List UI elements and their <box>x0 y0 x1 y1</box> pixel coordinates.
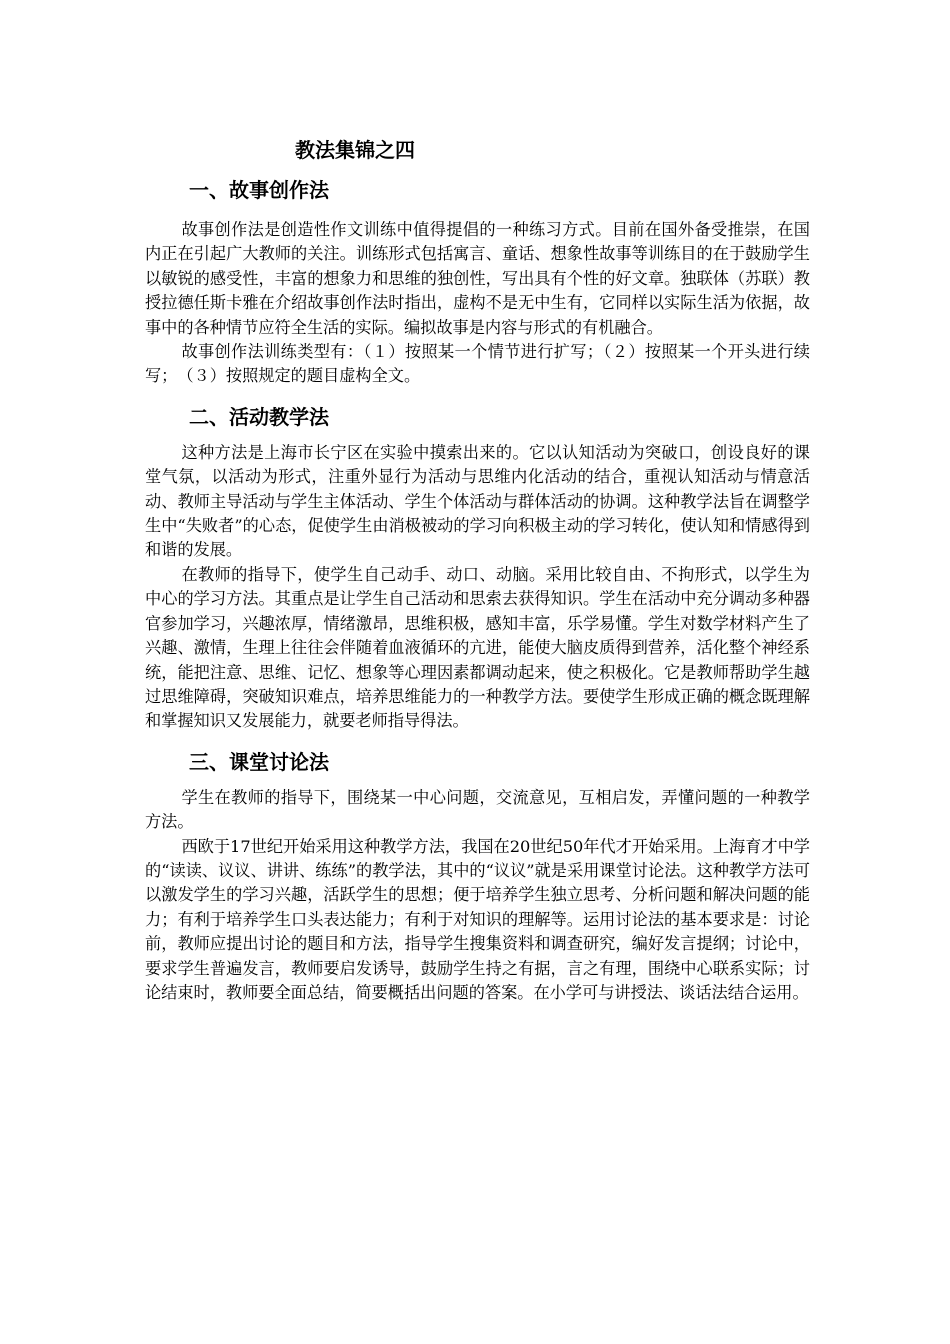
paragraph: 故事创作法训练类型有：（１）按照某一个情节进行扩写；（２）按照某一个开头进行续写； （３）按照规定的题目虚构全文。 <box>145 342 810 386</box>
paragraph: 这种方法是上海市长宁区在实验中摸索出来的。它以认知活动为突破口，创设良好的课堂气氛，以活动为形式，注重外显行为活动与思维内化活动的结合，重视认知活动与情意活动、教师主导活动与学生主体活动、学生个体活动与群体活动的协调。这种教学法旨在调整学生中“失败者”的心态，促使学生由消极被动的学习向积极主动的学习转化，使认知和情感得到和谐的发展。 <box>145 442 810 560</box>
section-activity-teaching <box>145 397 810 734</box>
document-page <box>145 130 810 1005</box>
paragraph: 西欧于17世纪开始采用这种教学方法，我国在20世纪50年代才开始采用。上海育才中学的“读读、议议、讲讲、练练”的教学法，其中的“议议”就是采用课堂讨论法。这种教学方法可以激发学生的学习兴趣，活跃学生的思想；便于培养学生独立思考、分析问题和解决问题的能力；有利于培养学生口头表达能力；有利于对知识的理解等。运用讨论法的基本要求是：讨论前，教师应提出讨论的题目和方法，指导学生搜集资料和调查研究，编好发言提纲；讨论中，要求学生普遍发言，教师要启发诱导，鼓励学生持之有据，言之有理，围绕中心联系实际；讨论结束时，教师要全面总结，简要概括出问题的答案。在小学可与讲授法、谈话法结合运用。 <box>145 836 810 1002</box>
section-heading: 三、课堂讨论法 <box>189 749 329 774</box>
paragraph: 在教师的指导下，使学生自己动手、动口、动脑。采用比较自由、不拘形式，以学生为中心的学习方法。其重点是让学生自己活动和思索去获得知识。学生在活动中充分调动多种器官参加学习，兴趣浓厚，情绪激昂，思维积极，感知丰富，乐学易懂。学生对数学材料产生了兴趣、激情，生理上往往会伴随着血液循环的亢进，能使大脑皮质得到营养，活化整个神经系统，能把注意、思维、记忆、想象等心理因素都调动起来，使之积极化。它是教师帮助学生越过思维障碍，突破知识难点，培养思维能力的一种教学方法。要使学生形成正确的概念既理解和掌握知识又发展能力，就要老师指导得法。 <box>145 564 810 731</box>
document-title: 教法集锦之四 <box>295 138 415 162</box>
section-heading: 一、故事创作法 <box>189 178 329 202</box>
section-heading: 二、活动教学法 <box>189 404 329 429</box>
paragraph: 学生在教师的指导下，围绕某一中心问题，交流意见，互相启发，弄懂问题的一种教学方法。 <box>145 787 810 832</box>
paragraph: 故事创作法是创造性作文训练中值得提倡的一种练习方式。目前在国外备受推崇，在国内正在引起广大教师的关注。训练形式包括寓言、童话、想象性故事等训练目的在于鼓励学生以敏锐的感受性，丰富的想象力和思维的独创性，写出具有个性的好文章。独联体（苏联）教授拉德任斯卡雅在介绍故事创作法时指出，虚构不是无中生有，它同样以实际生活为依据，故事中的各种情节应符全生活的实际。编拟故事是内容与形式的有机融合。 <box>145 220 810 337</box>
section-story-creation <box>145 170 810 389</box>
section-class-discussion <box>145 742 810 1006</box>
